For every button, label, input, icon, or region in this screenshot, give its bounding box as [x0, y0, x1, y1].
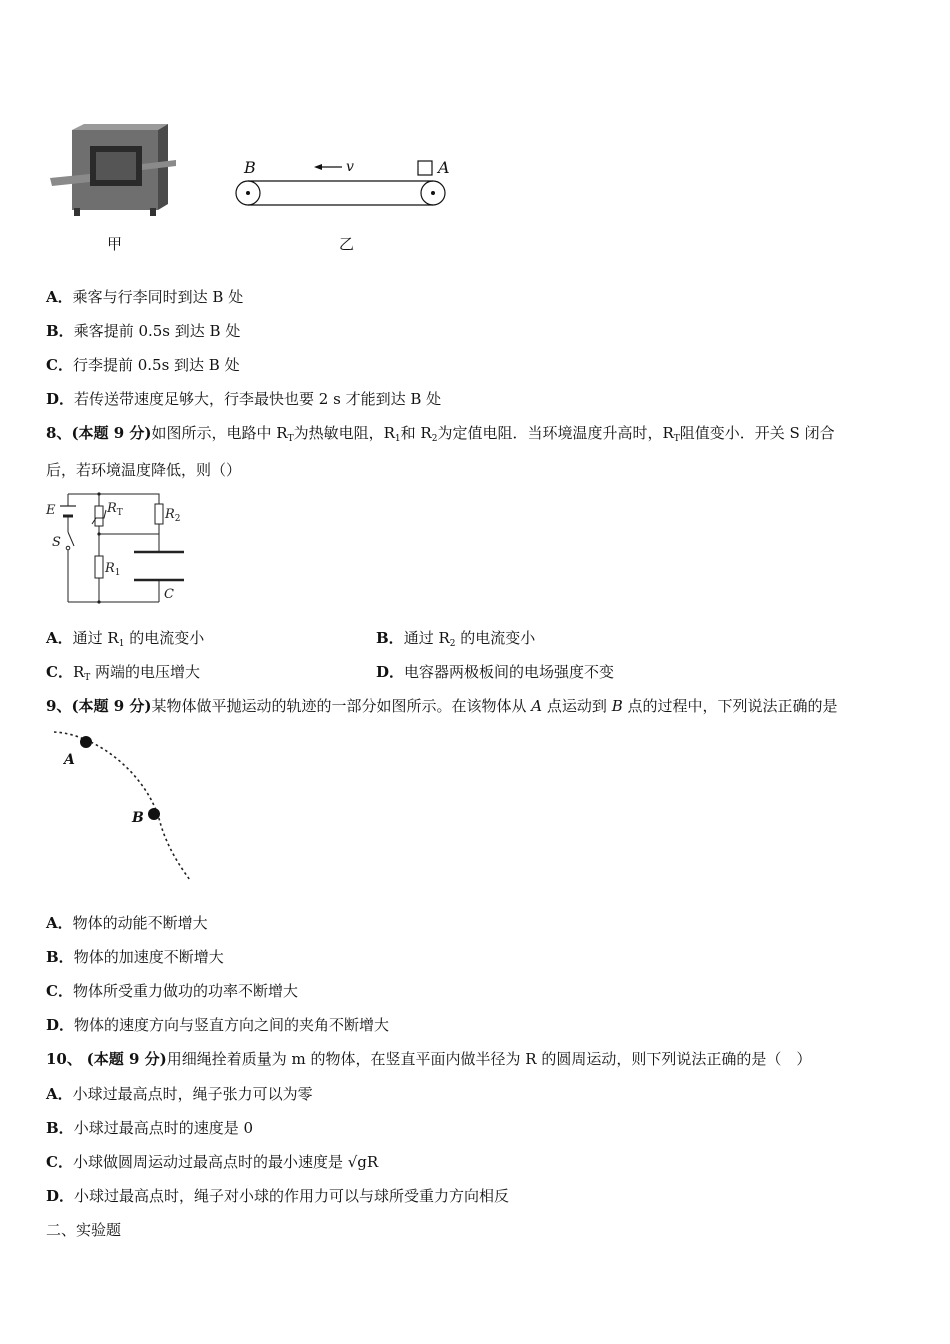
belt-label-a: A — [438, 158, 450, 177]
q9-option-a[interactable]: A．物体的动能不断增大 — [46, 914, 208, 932]
q7-option-a[interactable]: A．乘客与行李同时到达 B 处 — [46, 288, 244, 306]
q10-option-a[interactable]: A．小球过最高点时，绳子张力可以为零 — [46, 1085, 313, 1103]
point-b — [148, 808, 160, 820]
xray-machine-image — [50, 124, 180, 218]
q7-option-b[interactable]: B．乘客提前 0.5s 到达 B 处 — [46, 322, 241, 340]
luggage-box — [418, 161, 432, 175]
q10-option-b[interactable]: B．小球过最高点时的速度是 0 — [46, 1119, 254, 1137]
q9-option-d[interactable]: D．物体的速度方向与竖直方向之间的夹角不断增大 — [46, 1016, 390, 1034]
q7-option-c[interactable]: C．行李提前 0.5s 到达 B 处 — [46, 356, 240, 374]
q8-option-b[interactable]: B．通过 $R_2$ 的电流变小 — [376, 629, 536, 649]
trajectory-diagram — [48, 726, 198, 882]
q9-stem: 9、(本题 9 分)某物体做平抛运动的轨迹的一部分如图所示。在该物体从 A 点运动到 B 点的过程中，下列说法正确的是 — [46, 697, 838, 715]
conveyor-belt-diagram — [232, 155, 454, 213]
q8-option-d[interactable]: D．电容器两极板间的电场强度不变 — [376, 663, 615, 681]
point-a — [80, 736, 92, 748]
circuit-diagram — [44, 488, 194, 606]
label-e: E — [46, 503, 56, 518]
q8-stem-line2: 后，若环境温度降低，则（） — [46, 461, 242, 479]
figure-caption-left: 甲 — [107, 235, 123, 253]
point-a-label: A — [64, 752, 75, 768]
q9-option-c[interactable]: C．物体所受重力做功的功率不断增大 — [46, 982, 298, 1000]
label-rt: $R_T$ — [107, 501, 123, 518]
q10-stem: 10、 (本题 9 分)用细绳拴着质量为 m 的物体，在竖直平面内做半径为 R 的圆周运动，则下列说法正确的是（ ） — [46, 1050, 812, 1068]
belt-label-b: B — [244, 158, 256, 177]
q7-option-d[interactable]: D．若传送带速度足够大，行李最快也要 2 s 才能到达 B 处 — [46, 390, 442, 408]
q9-option-b[interactable]: B．物体的加速度不断增大 — [46, 948, 224, 966]
section-heading: 二、实验题 — [46, 1221, 122, 1239]
belt-label-v: v — [346, 159, 354, 175]
label-r2: $R_2$ — [165, 507, 181, 524]
point-b-label: B — [132, 810, 144, 826]
q10-option-d[interactable]: D．小球过最高点时，绳子对小球的作用力可以与球所受重力方向相反 — [46, 1187, 510, 1205]
label-r1: $R_1$ — [105, 561, 121, 578]
q10-option-c[interactable]: C．小球做圆周运动过最高点时的最小速度是 √gR — [46, 1153, 379, 1171]
label-c: C — [164, 587, 174, 602]
label-s: S — [52, 535, 61, 550]
q8-option-a[interactable]: A．通过 $R_1$ 的电流变小 — [46, 629, 205, 649]
q8-stem-line1: 8、(本题 9 分)如图所示，电路中 $R_T$为热敏电阻，$R_1$和 $R_2$为定值电阻．当环境温度升高时，$R_T$阻值变小．开关 S 闭合 — [46, 424, 835, 444]
figure-caption-right: 乙 — [339, 235, 355, 253]
q8-option-c[interactable]: C．$R_T$ 两端的电压增大 — [46, 663, 201, 683]
